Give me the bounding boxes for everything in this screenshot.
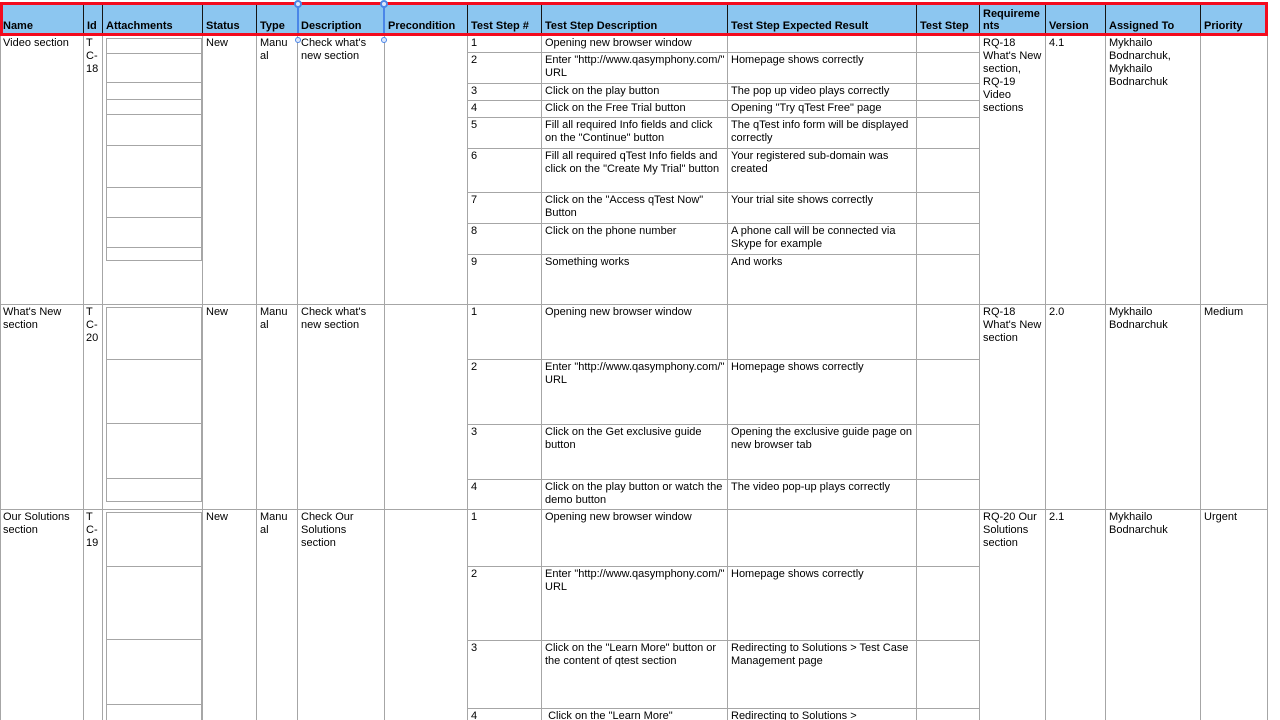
step-expected-result-cell[interactable]: Redirecting to Solutions > Test Case Management page (728, 641, 917, 708)
step-expected-result-cell[interactable]: Homepage shows correctly (728, 53, 917, 83)
attachment-placeholder-box[interactable] (106, 38, 202, 54)
name-cell[interactable]: Our Solutions section (0, 510, 84, 720)
test-step-row (468, 480, 980, 510)
step-description-cell[interactable]: Click on the phone number (542, 224, 728, 254)
table-header-row (0, 2, 1268, 36)
step-expected-result-cell[interactable] (728, 305, 917, 359)
step-expected-result-cell[interactable]: Your trial site shows correctly (728, 193, 917, 223)
step-number-cell[interactable]: 1 (468, 510, 542, 566)
step-expected-result-cell[interactable]: The video pop-up plays correctly (728, 480, 917, 510)
test-step-cell[interactable] (917, 709, 980, 720)
test-step-cell[interactable] (917, 510, 980, 566)
name-cell[interactable]: Video section (0, 36, 84, 304)
attachment-placeholder-box[interactable] (106, 53, 202, 83)
step-number-cell[interactable]: 6 (468, 149, 542, 192)
column-resize-handle[interactable] (294, 0, 302, 8)
test-step-cell[interactable] (917, 101, 980, 117)
test-step-cell[interactable] (917, 480, 980, 510)
test-step-row (468, 53, 980, 84)
column-header-version[interactable]: Version (1046, 2, 1106, 36)
column-selection-line (383, 5, 385, 33)
column-header-priority[interactable]: Priority (1201, 2, 1268, 36)
status-cell[interactable]: New (203, 510, 257, 720)
test-steps-block (468, 510, 980, 720)
column-header-test-step-description[interactable]: Test Step Description (542, 2, 728, 36)
step-number-cell[interactable]: 7 (468, 193, 542, 223)
precondition-cell[interactable] (385, 305, 468, 509)
requirements-cell[interactable]: RQ-20 Our Solutions section (980, 510, 1046, 720)
attachment-placeholder-box[interactable] (106, 478, 202, 502)
test-step-cell[interactable] (917, 149, 980, 192)
test-step-row (468, 255, 980, 305)
test-step-row (468, 709, 980, 720)
step-number-cell[interactable]: 2 (468, 567, 542, 640)
step-description-cell[interactable]: Fill all required qTest Info fields and click on the "Create My Trial" button (542, 149, 728, 192)
test-step-cell[interactable] (917, 255, 980, 305)
status-cell[interactable]: New (203, 305, 257, 509)
step-description-cell[interactable]: Fill all required Info fields and click on the "Continue" button (542, 118, 728, 148)
step-number-cell[interactable]: 9 (468, 255, 542, 305)
precondition-cell[interactable] (385, 36, 468, 304)
column-resize-handle[interactable] (380, 0, 388, 8)
version-cell[interactable]: 2.0 (1046, 305, 1106, 509)
column-header-attachments[interactable]: Attachments (103, 2, 203, 36)
id-cell[interactable]: T C- 20 (84, 305, 103, 509)
attachment-placeholder-box[interactable] (106, 423, 202, 479)
version-cell[interactable]: 4.1 (1046, 36, 1106, 304)
attachment-placeholder-box[interactable] (106, 307, 202, 360)
step-number-cell[interactable]: 5 (468, 118, 542, 148)
step-number-cell[interactable]: 4 (468, 709, 542, 720)
step-expected-result-cell[interactable] (728, 510, 917, 566)
test-steps-block (468, 305, 980, 509)
step-expected-result-cell[interactable]: Opening "Try qTest Free" page (728, 101, 917, 117)
test-step-row (468, 118, 980, 149)
test-step-cell[interactable] (917, 224, 980, 254)
test-case-row (0, 510, 1268, 720)
attachment-placeholder-box[interactable] (106, 217, 202, 248)
attachment-placeholder-box[interactable] (106, 566, 202, 640)
test-step-row (468, 360, 980, 425)
step-expected-result-cell[interactable]: And works (728, 255, 917, 305)
version-cell[interactable]: 2.1 (1046, 510, 1106, 720)
test-step-cell[interactable] (917, 305, 980, 359)
step-number-cell[interactable]: 3 (468, 641, 542, 708)
step-description-cell[interactable]: Click on the "Access qTest Now" Button (542, 193, 728, 223)
column-header-id[interactable]: Id (84, 2, 103, 36)
column-header-status[interactable]: Status (203, 2, 257, 36)
column-header-requirements[interactable]: Requirements (980, 2, 1046, 36)
test-step-cell[interactable] (917, 567, 980, 640)
attachment-placeholder-box[interactable] (106, 187, 202, 218)
step-expected-result-cell[interactable]: Homepage shows correctly (728, 567, 917, 640)
priority-cell[interactable]: Urgent (1201, 510, 1268, 720)
column-header-type[interactable]: Type (257, 2, 298, 36)
step-description-cell[interactable]: Opening new browser window (542, 36, 728, 52)
name-cell[interactable]: What's New section (0, 305, 84, 509)
step-number-cell[interactable]: 1 (468, 305, 542, 359)
test-step-cell[interactable] (917, 193, 980, 223)
description-cell[interactable]: Check Our Solutions section (298, 510, 385, 720)
test-step-cell[interactable] (917, 360, 980, 424)
test-step-cell[interactable] (917, 84, 980, 100)
step-description-cell[interactable]: Enter "http://www.qasymphony.com/" URL (542, 360, 728, 424)
test-step-row (468, 36, 980, 53)
step-expected-result-cell[interactable] (728, 36, 917, 52)
test-step-row (468, 224, 980, 255)
table-left-border (0, 36, 1, 720)
step-expected-result-cell[interactable]: Opening the exclusive guide page on new browser tab (728, 425, 917, 479)
attachment-placeholder-box[interactable] (106, 359, 202, 424)
test-steps-block (468, 36, 980, 304)
step-number-cell[interactable]: 8 (468, 224, 542, 254)
id-cell[interactable]: T C- 19 (84, 510, 103, 720)
priority-cell[interactable] (1201, 36, 1268, 304)
test-step-row (468, 149, 980, 193)
step-expected-result-cell[interactable]: The pop up video plays correctly (728, 84, 917, 100)
step-description-cell[interactable]: Click on the play button or watch the demo button (542, 480, 728, 510)
step-number-cell[interactable]: 3 (468, 84, 542, 100)
step-number-cell[interactable]: 1 (468, 36, 542, 52)
step-expected-result-cell[interactable]: Homepage shows correctly (728, 360, 917, 424)
test-step-cell[interactable] (917, 53, 980, 83)
attachment-placeholder-box[interactable] (106, 99, 202, 115)
attachment-placeholder-box[interactable] (106, 145, 202, 188)
attachment-placeholder-box[interactable] (106, 82, 202, 100)
test-step-row (468, 84, 980, 101)
test-step-cell[interactable] (917, 118, 980, 148)
type-cell[interactable]: Manu al (257, 510, 298, 720)
id-cell[interactable]: T C- 18 (84, 36, 103, 304)
column-selection-line (297, 5, 299, 33)
step-description-cell[interactable]: Opening new browser window (542, 510, 728, 566)
test-case-row (0, 36, 1268, 305)
step-expected-result-cell[interactable]: The qTest info form will be displayed correctly (728, 118, 917, 148)
attachments-cell[interactable] (103, 510, 203, 720)
attachment-placeholder-box[interactable] (106, 639, 202, 705)
step-description-cell[interactable]: Opening new browser window (542, 305, 728, 359)
attachments-cell[interactable] (103, 305, 203, 509)
attachment-placeholder-box[interactable] (106, 114, 202, 146)
test-step-cell[interactable] (917, 36, 980, 52)
requirements-cell[interactable]: RQ-18 What's New section, RQ-19 Video sections (980, 36, 1046, 304)
requirements-cell[interactable]: RQ-18 What's New section (980, 305, 1046, 509)
step-description-cell[interactable]: Click on the Get exclusive guide button (542, 425, 728, 479)
step-expected-result-cell[interactable]: Your registered sub-domain was created (728, 149, 917, 192)
attachment-placeholder-box[interactable] (106, 512, 202, 567)
description-cell[interactable]: Check what's new section (298, 305, 385, 509)
attachment-placeholder-box[interactable] (106, 704, 202, 720)
precondition-cell[interactable] (385, 510, 468, 720)
priority-cell[interactable]: Medium (1201, 305, 1268, 509)
step-description-cell[interactable]: Click on the play button (542, 84, 728, 100)
test-step-row (468, 510, 980, 567)
column-header-test-step[interactable]: Test Step (917, 2, 980, 36)
column-resize-handle[interactable] (381, 37, 387, 43)
type-cell[interactable]: Manu al (257, 36, 298, 304)
column-header-description[interactable]: Description (298, 2, 385, 36)
step-number-cell[interactable]: 4 (468, 101, 542, 117)
step-description-cell[interactable]: Enter "http://www.qasymphony.com/" URL (542, 53, 728, 83)
column-header-assigned-to[interactable]: Assigned To (1106, 2, 1201, 36)
test-step-row (468, 567, 980, 641)
step-number-cell[interactable]: 4 (468, 480, 542, 510)
test-step-cell[interactable] (917, 425, 980, 479)
step-number-cell[interactable]: 2 (468, 53, 542, 83)
test-step-row (468, 305, 980, 360)
step-expected-result-cell[interactable]: A phone call will be connected via Skype for example (728, 224, 917, 254)
attachment-placeholder-box[interactable] (106, 247, 202, 261)
column-header-precondition[interactable]: Precondition (385, 2, 468, 36)
column-resize-handle[interactable] (295, 37, 301, 43)
test-step-row (468, 101, 980, 118)
test-step-cell[interactable] (917, 641, 980, 708)
table-body (0, 36, 1268, 720)
description-cell[interactable]: Check what's new section (298, 36, 385, 304)
step-number-cell[interactable]: 3 (468, 425, 542, 479)
status-cell[interactable]: New (203, 36, 257, 304)
step-expected-result-cell[interactable]: Redirecting to Solutions > (728, 709, 917, 720)
step-number-cell[interactable]: 2 (468, 360, 542, 424)
test-step-row (468, 193, 980, 224)
test-step-row (468, 641, 980, 709)
assigned-to-cell[interactable]: Mykhailo Bodnarchuk (1106, 510, 1201, 720)
column-header-name[interactable]: Name (0, 2, 84, 36)
column-header-test-step[interactable]: Test Step # (468, 2, 542, 36)
assigned-to-cell[interactable]: Mykhailo Bodnarchuk (1106, 305, 1201, 509)
test-case-row (0, 305, 1268, 510)
attachments-cell[interactable] (103, 36, 203, 304)
step-description-cell[interactable]: Click on the Free Trial button (542, 101, 728, 117)
step-description-cell[interactable]: Enter "http://www.qasymphony.com/" URL (542, 567, 728, 640)
step-description-cell[interactable]: Click on the "Learn More" (542, 709, 728, 720)
column-header-test-step-expected-result[interactable]: Test Step Expected Result (728, 2, 917, 36)
type-cell[interactable]: Manu al (257, 305, 298, 509)
assigned-to-cell[interactable]: Mykhailo Bodnarchuk, Mykhailo Bodnarchuk (1106, 36, 1201, 304)
test-step-row (468, 425, 980, 480)
step-description-cell[interactable]: Something works (542, 255, 728, 305)
step-description-cell[interactable]: Click on the "Learn More" button or the content of qtest section (542, 641, 728, 708)
